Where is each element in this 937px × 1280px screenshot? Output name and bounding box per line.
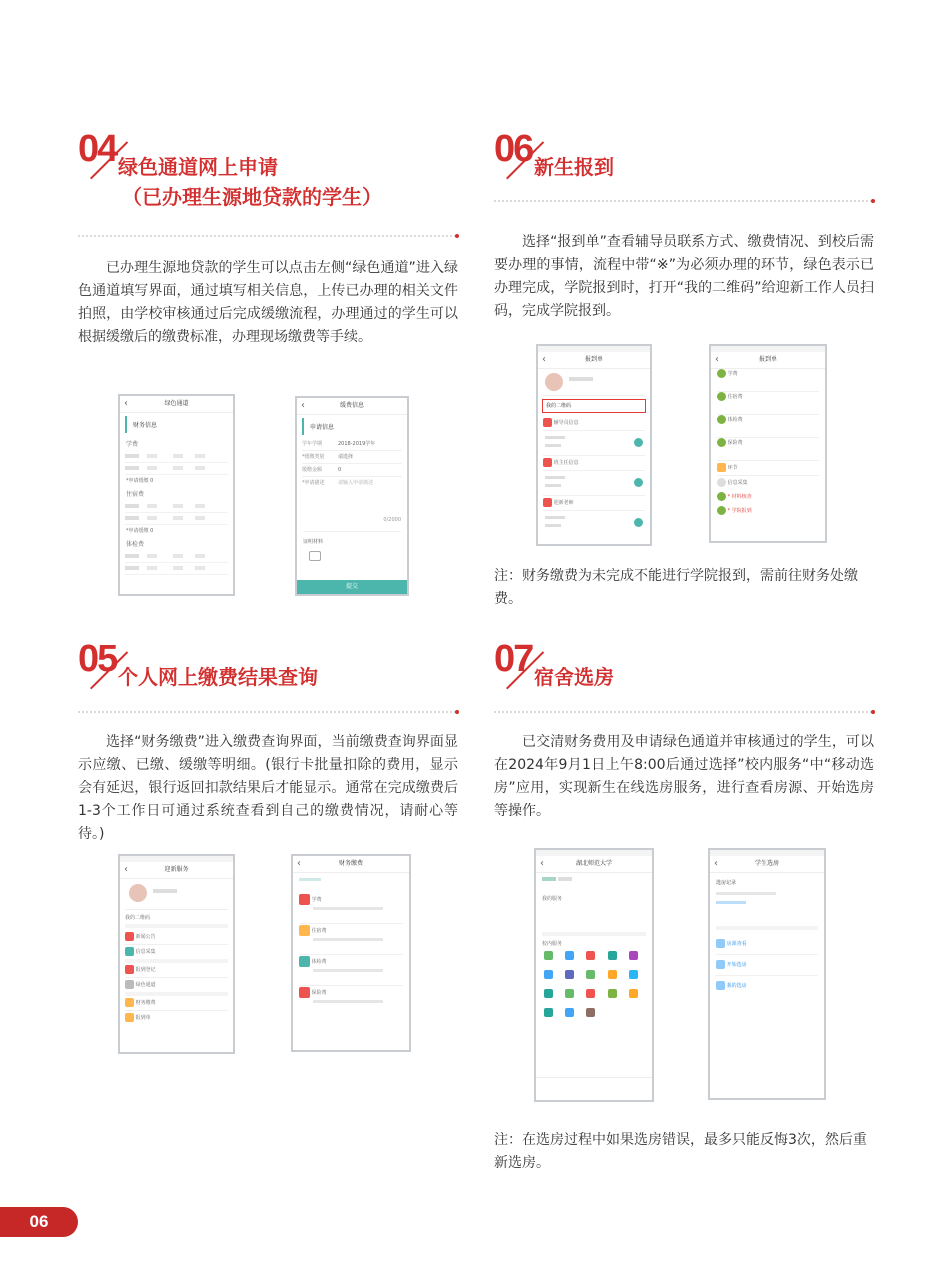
app-icon[interactable]: [565, 989, 574, 998]
app-icon[interactable]: [586, 970, 595, 979]
fee-item: 体检费: [727, 417, 743, 423]
app-icon[interactable]: [544, 970, 553, 979]
section-note: 注：财务缴费为未完成不能进行学院报到，需前往财务处缴费。: [494, 568, 858, 607]
app-icon[interactable]: [608, 989, 617, 998]
group-tuition: 学费: [126, 441, 139, 448]
group-dorm: 住宿费: [126, 491, 145, 498]
char-counter: 0/2000: [383, 517, 401, 523]
fee-item: 学费: [727, 371, 738, 377]
done-icon: [717, 506, 726, 515]
step-item: 信息采集: [727, 480, 748, 486]
phone-icon[interactable]: [634, 478, 643, 487]
start-select-icon: [716, 960, 725, 969]
dotted-divider: [494, 200, 872, 202]
section-07-header: [494, 640, 879, 710]
app-icon[interactable]: [629, 970, 638, 979]
field-value: 0: [338, 467, 342, 473]
qr-code-row[interactable]: 我的二维码: [542, 399, 646, 413]
attach-label: 证明材料: [303, 531, 401, 545]
screen-title: ‹ 湖北师范大学: [536, 856, 652, 873]
section-04-header: [78, 130, 460, 230]
app-icon[interactable]: [565, 970, 574, 979]
app-grid: [544, 951, 644, 1017]
screen-title: ‹ 报到单: [538, 352, 650, 369]
avatar: [129, 884, 147, 902]
fee-item: 住宿费: [311, 928, 327, 934]
done-icon: [717, 369, 726, 378]
screen-title: ‹ 报到单: [711, 352, 825, 369]
app-icon[interactable]: [565, 951, 574, 960]
apply-value: 0: [150, 528, 154, 534]
screenshot-report-status: [709, 344, 827, 543]
screen-title: ‹ 学生选房: [710, 856, 824, 873]
section-paragraph: 已办理生源地贷款的学生可以点击左侧“绿色通道”进入绿色通道填写界面，通过填写相关信息，上传已办理的相关文件拍照，由学校审核通过后完成缓缴流程，办理通过的学生可以根据缓缴后的缴费标准，办理现场缴费等手续。: [78, 260, 458, 345]
section-06-header: [494, 130, 879, 200]
menu-item[interactable]: 辅导员信息: [553, 420, 579, 426]
camera-icon[interactable]: [309, 551, 321, 561]
tuition-icon: [299, 894, 310, 905]
section-number: 04: [78, 128, 117, 170]
step-item: * 材料核查: [727, 494, 752, 500]
screen-title: ‹ 迎新服务: [120, 862, 233, 879]
menu-item[interactable]: 信息采集: [135, 949, 156, 955]
dorm-fee-icon: [299, 925, 310, 936]
field-label: 学年学期: [302, 441, 323, 447]
app-icon[interactable]: [565, 1008, 574, 1017]
section-06: [494, 130, 879, 610]
screenshot-deferral-form: [295, 396, 409, 596]
steps-icon: [717, 463, 726, 472]
screenshot-welcome-service: [118, 854, 235, 1054]
menu-item[interactable]: 报到单: [135, 1015, 151, 1021]
report-form-icon: [125, 1013, 134, 1022]
register-icon: [125, 965, 134, 974]
menu-item[interactable]: 班主任信息: [553, 460, 579, 466]
section-note: 注：在选房过程中如果选房错误，最多只能反悔3次，然后重新选房。: [494, 1132, 867, 1171]
step-item: * 学院报到: [727, 508, 752, 514]
section-number: 06: [494, 128, 533, 170]
app-icon[interactable]: [544, 1008, 553, 1017]
field-value[interactable]: 请选择: [338, 454, 354, 460]
page-number: 06: [0, 1207, 78, 1237]
field-label: *缓缴类别: [302, 454, 325, 460]
section-05-header: [78, 640, 460, 710]
screenshot-room-selection: [708, 848, 826, 1100]
field-label: 缓缴金额: [302, 467, 323, 473]
news-icon: [125, 932, 134, 941]
insurance-icon: [299, 987, 310, 998]
section-title: 个人网上缴费结果查询: [118, 665, 318, 689]
app-icon[interactable]: [544, 989, 553, 998]
finance-header: 财务信息: [125, 416, 228, 433]
avatar: [545, 373, 563, 391]
app-icon[interactable]: [544, 951, 553, 960]
app-icon[interactable]: [608, 970, 617, 979]
menu-item[interactable]: 财务缴费: [135, 1000, 156, 1006]
app-icon[interactable]: [608, 951, 617, 960]
counselor-icon: [543, 418, 552, 427]
title-line-2: （已办理生源地贷款的学生）: [122, 185, 382, 209]
screenshot-finance-payment: [291, 854, 411, 1052]
done-icon: [717, 438, 726, 447]
menu-item[interactable]: 开始选房: [726, 962, 747, 968]
done-icon: [717, 492, 726, 501]
phone-icon[interactable]: [634, 518, 643, 527]
screen-title: ‹ 绿色通道: [120, 396, 233, 413]
fee-item: 住宿费: [727, 394, 743, 400]
dotted-divider: [494, 711, 872, 713]
menu-item[interactable]: 迎新老师: [553, 500, 574, 506]
app-icon[interactable]: [629, 989, 638, 998]
apply-header: 申请信息: [302, 418, 402, 435]
room-view-icon: [716, 939, 725, 948]
app-icon[interactable]: [586, 1008, 595, 1017]
qr-code-row[interactable]: 我的二维码: [125, 912, 228, 928]
screen-title: ‹ 财务缴费: [293, 856, 409, 873]
screen-title: ‹ 缓费信息: [297, 398, 407, 415]
done-icon: [717, 392, 726, 401]
done-icon: [717, 415, 726, 424]
section-title: [118, 152, 382, 212]
group-exam: 体检费: [126, 541, 145, 548]
phone-icon[interactable]: [634, 438, 643, 447]
field-value[interactable]: 请输入申请描述: [338, 480, 374, 486]
app-icon[interactable]: [629, 951, 638, 960]
field-label: *申请描述: [302, 480, 325, 486]
finance-icon: [125, 998, 134, 1007]
dotted-divider: [78, 711, 456, 713]
record-header: 选房记录: [716, 880, 737, 886]
submit-button[interactable]: 提交: [297, 580, 407, 594]
menu-item[interactable]: 新闻公告: [135, 934, 156, 940]
menu-item[interactable]: 绿色通道: [135, 982, 156, 988]
screenshot-green-channel: [118, 394, 235, 596]
section-05: [78, 640, 460, 1060]
campus-services-label: 校内服务: [542, 941, 563, 947]
info-collect-icon: [125, 947, 134, 956]
field-value: 2018-2019学年: [338, 441, 376, 447]
exam-fee-icon: [299, 956, 310, 967]
title-line-1: 绿色通道网上申请: [118, 155, 278, 179]
screenshot-campus-app: [534, 848, 654, 1102]
section-paragraph: 选择“财务缴费”进入缴费查询界面，当前缴费查询界面显示应缴、已缴、缓缴等明细。(银行卡批量扣除的费用，显示会有延迟，银行返回扣款结果后才能显示。通常在完成缴费后1-3个工作日可通过系统查看到自己的缴费情况，请耐心等待。): [78, 734, 458, 842]
green-channel-icon: [125, 980, 134, 989]
section-paragraph: 选择“报到单”查看辅导员联系方式、缴费情况、到校后需要办理的事情，流程中带“※”为必须办理的环节，绿色表示已办理完成，学院报到时，打开“我的二维码”给迎新工作人员扫码，完成学院报到。: [494, 234, 874, 319]
section-number: 05: [78, 638, 117, 680]
dotted-divider: [78, 235, 456, 237]
fee-item: 体检费: [311, 959, 327, 965]
screenshot-report-form: [536, 344, 652, 546]
fee-item: 学费: [311, 897, 322, 903]
apply-label: *申请缓缴: [126, 528, 149, 534]
fee-item: 保险费: [311, 990, 327, 996]
my-services-label: 我的服务: [542, 896, 563, 902]
fee-item: 保险费: [727, 440, 743, 446]
menu-item[interactable]: 房源查看: [726, 941, 747, 947]
apply-value: 0: [150, 478, 154, 484]
menu-item[interactable]: 报到登记: [135, 967, 156, 973]
section-04: [78, 130, 460, 610]
pending-icon: [717, 478, 726, 487]
section-number: 07: [494, 638, 533, 680]
section-title: 宿舍选房: [534, 665, 614, 689]
class-teacher-icon: [543, 458, 552, 467]
apply-label: *申请缓缴: [126, 478, 149, 484]
app-icon[interactable]: [586, 951, 595, 960]
steps-header: 环节: [727, 465, 738, 471]
section-title: 新生报到: [534, 155, 614, 179]
app-icon[interactable]: [586, 989, 595, 998]
section-paragraph: 已交清财务费用及申请绿色通道并审核通过的学生，可以在2024年9月1日上午8:00后通过选择”校内服务“中“移动选房”应用，实现新生在线选房服务，进行查看房源、开始选房等操作。: [494, 734, 874, 819]
welcome-teacher-icon: [543, 498, 552, 507]
my-selection-icon: [716, 981, 725, 990]
section-07: [494, 640, 879, 1180]
menu-item[interactable]: 我的选房: [726, 983, 747, 989]
